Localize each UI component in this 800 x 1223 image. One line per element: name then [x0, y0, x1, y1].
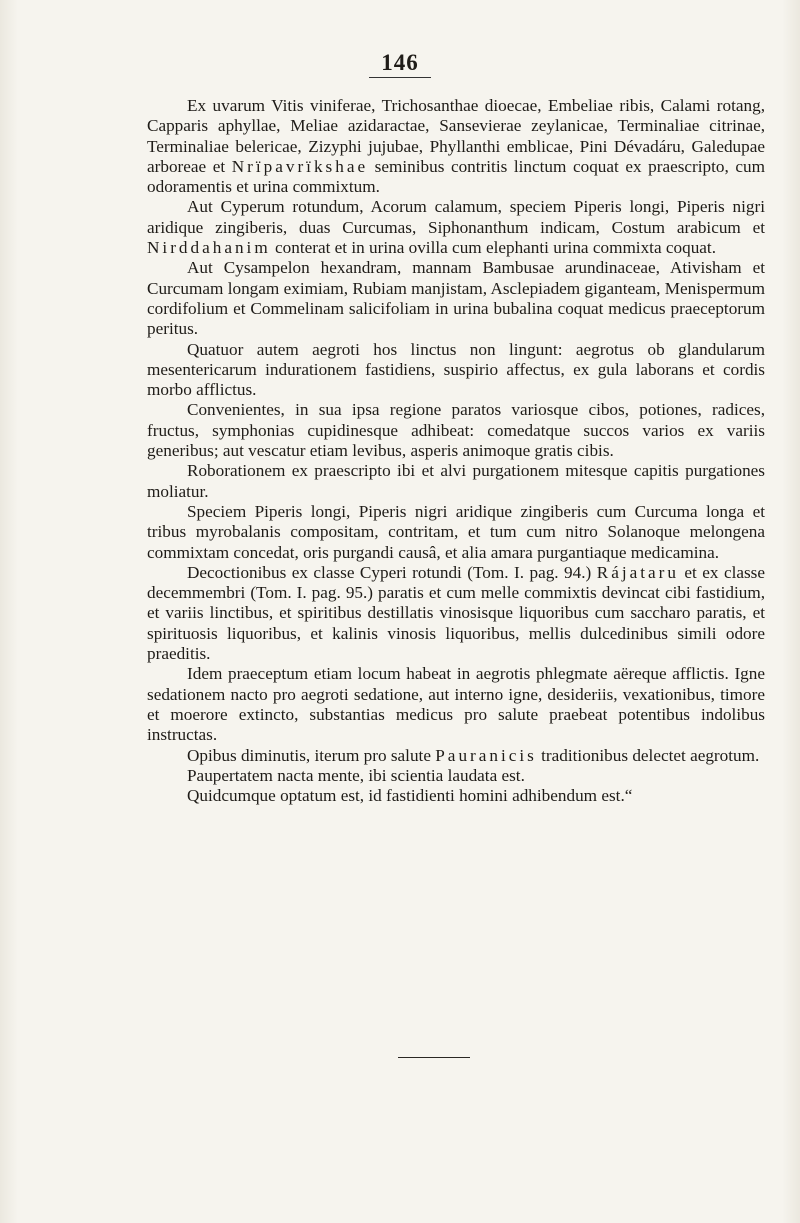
paragraph	[147, 197, 765, 258]
paragraph-text: Paupertatem nacta mente, ibi scientia laudata est.	[187, 765, 525, 785]
paragraph-text: Opibus diminutis, iterum pro salute	[187, 745, 436, 765]
closing-rule	[398, 1057, 470, 1058]
paragraph-text: seminibus contritis linctum coquat ex praescripto, cum odoramentis et urina commixtum.	[147, 156, 765, 197]
paragraph-text: Roborationem ex praescripto ibi et alvi purgationem mitesque capitis purgationes moliatur.	[147, 461, 765, 501]
page-number: 146	[369, 50, 431, 78]
paragraph	[147, 502, 765, 563]
paragraph-text: Idem praeceptum etiam locum habeat in aegrotis phlegmate aëreque afflictis. Igne sedationem nacto pro aegroti sedatione, aut interno igne, desideriis, vexationibus, timore et moerore extincto, substantias medicus pro salute praebeat potentibus indolibus instructas.	[147, 664, 765, 745]
paragraph-text: conterat et in urina ovilla cum elephanti urina commixta coquat.	[270, 238, 716, 258]
paragraph-text: Quatuor autem aegroti hos linctus non lingunt: aegrotus ob glandularum mesentericarum indurationem fastidiens, suspirio affectus, ex gula laborans et cordis morbo afflictus.	[147, 339, 765, 400]
paragraph-text: Decoctionibus ex classe Cyperi rotundi (Tom. I. pag. 94.)	[187, 562, 597, 582]
spaced-term: Nrïpavrïkshae	[231, 156, 369, 176]
paragraph	[147, 786, 765, 806]
paragraph-text: traditionibus delectet aegrotum.	[536, 745, 760, 765]
paragraph-text: Speciem Piperis longi, Piperis nigri aridique zingiberis cum Curcuma longa et tribus myrobalanis compositam, contritam, et tum cum nitro Solanoque melongena commixtam concedat, oris purgandi causâ, et alia amara purgantiaque medicamina.	[147, 501, 765, 562]
paragraph-text: Convenientes, in sua ipsa regione paratos variosque cibos, potiones, radices, fructus, symphonias cupidinesque adhibeat: comedatque succos varios ex variis generibus; aut vescatur etiam levibus, asperis animoque gratis cibis.	[147, 400, 765, 461]
paragraph	[147, 258, 765, 339]
page-header	[0, 50, 800, 78]
paragraph-text: et ex classe decemmembri (Tom. I. pag. 95.) paratis et cum melle commixtis devincat cibi fastidium, et variis linctibus, et spiritibus destillatis vinosisque liquoribus cum saccharo paratis, et spirituosis liquoribus, et kalinis vinosis liquoribus, mellis dulcedinibus simili odore praeditis.	[147, 562, 765, 664]
paragraph-text: Quidcumque optatum est, id fastidienti homini adhibendum est.“	[187, 786, 633, 806]
paragraph	[147, 461, 765, 502]
spaced-term: Rájataru	[596, 562, 679, 582]
paragraph	[147, 664, 765, 745]
paragraph-text: Aut Cyperum rotundum, Acorum calamum, speciem Piperis longi, Piperis nigri aridique zingiberis, duas Curcumas, Siphonanthum indicam, Costum arabicum et	[147, 197, 765, 237]
spaced-term: Nirddahanim	[147, 238, 271, 258]
paragraph-text: Aut Cysampelon hexandram, mannam Bambusae arundinaceae, Ativisham et Curcumam longam eximiam, Rubiam manjistam, Asclepiadem giganteam, Menispermum cordifolium et Commelinam salicifoliam in urina bubalina coquat medicus praeceptorum peritus.	[147, 258, 765, 339]
paragraph	[147, 766, 765, 786]
paragraph	[147, 563, 765, 664]
paragraph	[147, 746, 765, 766]
body-text	[147, 96, 765, 806]
paragraph	[147, 400, 765, 461]
paragraph	[147, 96, 765, 197]
paragraph-text: Ex uvarum Vitis viniferae, Trichosanthae dioecae, Embeliae ribis, Calami rotang, Capparis aphyllae, Meliae azidaractae, Sansevierae zeylanicae, Terminaliae citrinae, Terminaliae belericae, Zizyphi jujubae, Phyllanthi emblicae, Pini Dévadáru, Galedupae arboreae et	[147, 96, 765, 176]
spaced-term: Pauranicis	[435, 745, 537, 765]
paragraph	[147, 340, 765, 401]
